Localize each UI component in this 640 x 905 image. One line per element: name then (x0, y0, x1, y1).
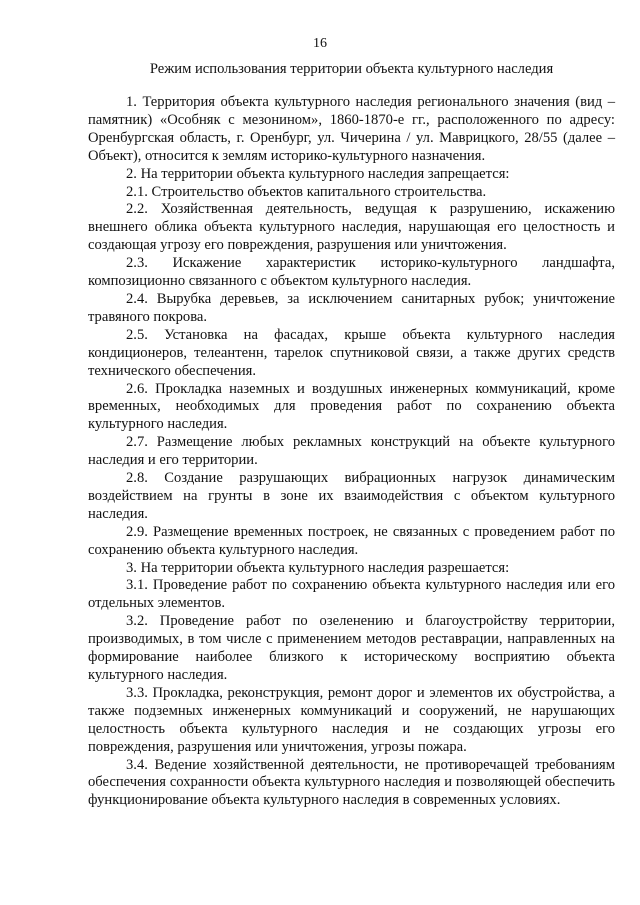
paragraph-2-2: 2.2. Хозяйственная деятельность, ведущая к разрушению, искажению внешнего облика объекта культурного наследия, нарушающая его целостность и создающая угрозу его повреждения, разрушения или уничтожения. (88, 201, 615, 254)
paragraph-2-1: 2.1. Строительство объектов капитального строительства. (126, 183, 487, 200)
paragraph-2-5: 2.5. Установка на фасадах, крыше объекта культурного наследия кондиционеров, телеантенн, тарелок спутниковой связи, а также других средств технического обеспечения. (88, 326, 615, 379)
paragraph-2-8: 2.8. Создание разрушающих вибрационных нагрузок динамическим воздействием на грунты в зоне их взаимодействия с объектом культурного наследия. (88, 470, 615, 522)
paragraph-3-2: 3.2. Проведение работ по озеленению и благоустройству территории, производимых, в том числе с применением методов реставрации, направленных на формирование наиболее близкого к историческому восприятию объекта культурного наследия. (88, 613, 615, 683)
paragraph-2: 2. На территории объекта культурного наследия запрещается: (126, 165, 510, 182)
document-body (88, 94, 615, 810)
document-title: Режим использования территории объекта культурного наследия (149, 61, 554, 77)
paragraph-2-9: 2.9. Размещение временных построек, не связанных с проведением работ по сохранению объекта культурного наследия. (88, 523, 615, 558)
paragraph-3: 3. На территории объекта культурного наследия разрешается: (126, 559, 510, 576)
paragraph-3-1: 3.1. Проведение работ по сохранению объекта культурного наследия или его отдельных элементов. (88, 577, 615, 612)
paragraph-2-3: 2.3. Искажение характеристик историко-культурного ландшафта, композиционно связанного с объектом культурного наследия. (88, 255, 615, 290)
page-number: 16 (313, 36, 327, 51)
paragraph-2-7: 2.7. Размещение любых рекламных конструкций на объекте культурного наследия и его территории. (88, 434, 615, 469)
paragraph-3-4: 3.4. Ведение хозяйственной деятельности, не противоречащей требованиям обеспечения сохранности объекта культурного наследия и позволяющей обеспечить функционирование объекта культурного наследия в современных условиях. (88, 756, 615, 809)
paragraph-3-3: 3.3. Прокладка, реконструкция, ремонт дорог и элементов их обустройства, а также подземных инженерных коммуникаций и сооружений, не нарушающих целостность объекта культурного наследия и не создающих угрозы его повреждения, разрушения или уничтожения, угрозы пожара. (88, 684, 615, 755)
paragraph-2-6: 2.6. Прокладка наземных и воздушных инженерных коммуникаций, кроме временных, необходимых для проведения работ по сохранению объекта культурного наследия. (88, 380, 615, 433)
paragraph-2-4: 2.4. Вырубка деревьев, за исключением санитарных рубок; уничтожение травяного покрова. (88, 290, 615, 325)
paragraph-1: 1. Территория объекта культурного наследия регионального значения (вид – памятник) «Особняк с мезонином», 1860-1870-е гг., расположенного по адресу: Оренбургская область, г. Оренбург, ул. Чичерина / ул. Маврицкого, 28/55 (далее – Объект), относится к землям историко-культурного назначения. (88, 94, 615, 164)
